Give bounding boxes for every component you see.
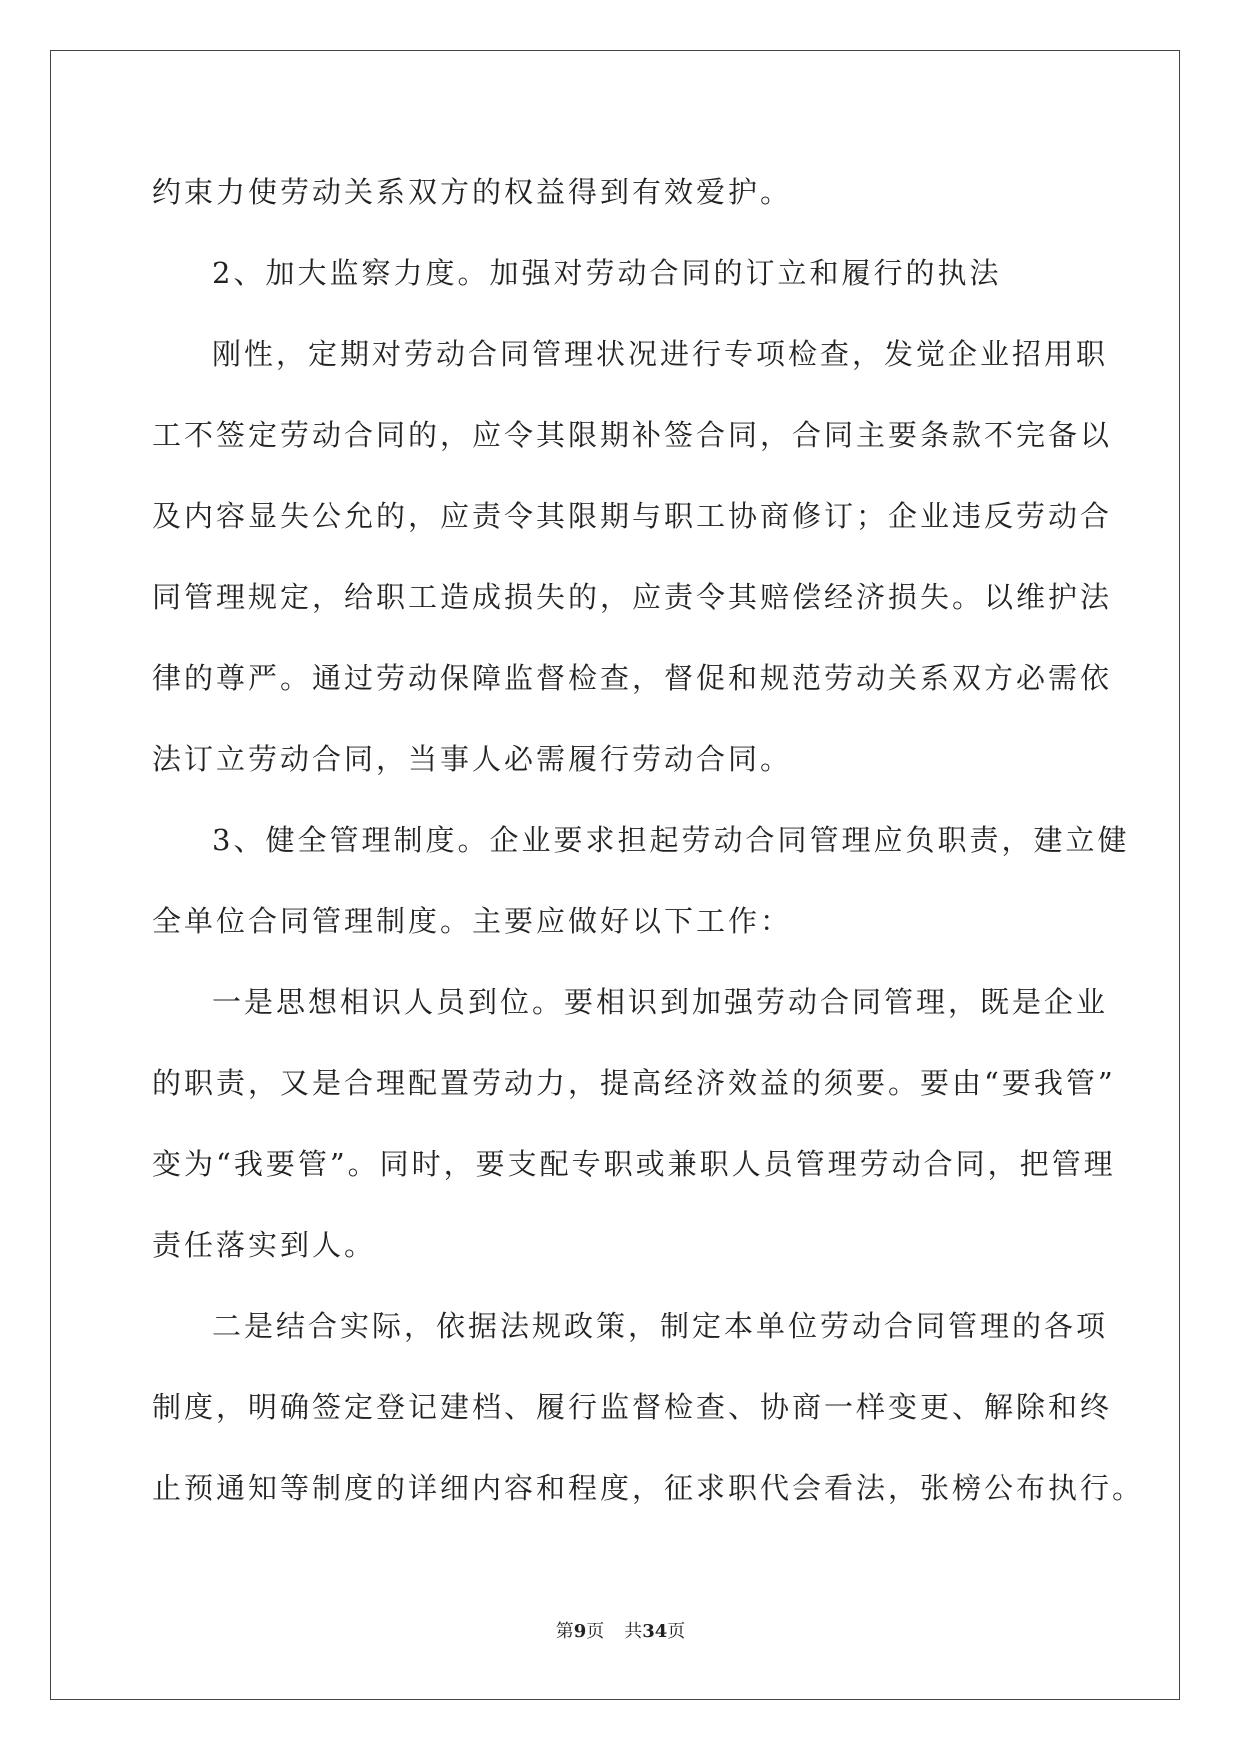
total-suffix: 页: [667, 1621, 686, 1642]
page-number: 9: [573, 1621, 587, 1642]
text-line: 一是思想相识人员到位。要相识到加强劳动合同管理，既是企业: [212, 985, 1109, 1019]
text-line: 制度，明确签定登记建档、履行监督检查、协商一样变更、解除和终: [152, 1390, 1113, 1424]
text-line: 3、健全管理制度。企业要求担起劳动合同管理应负职责，建立健: [212, 823, 1130, 857]
page-footer: [0, 1617, 1241, 1643]
total-prefix: 共: [624, 1621, 643, 1642]
text-line: 2、加大监察力度。加强对劳动合同的订立和履行的执法: [212, 256, 1002, 290]
text-line: 二是结合实际，依据法规政策，制定本单位劳动合同管理的各项: [212, 1309, 1109, 1343]
text-line: 法订立劳动合同，当事人必需履行劳动合同。: [152, 742, 793, 776]
text-line: 止预通知等制度的详细内容和程度，征求职代会看法，张榜公布执行。: [152, 1471, 1145, 1505]
text-line: 变为“我要管”。同时，要支配专职或兼职人员管理劳动合同，把管理: [152, 1147, 1116, 1181]
document-body: [152, 152, 1145, 1529]
text-line: 全单位合同管理制度。主要应做好以下工作：: [152, 904, 793, 938]
text-line: 同管理规定，给职工造成损失的，应责令其赔偿经济损失。以维护法: [152, 580, 1113, 614]
page-prefix: 第: [555, 1621, 574, 1642]
text-line: 工不签定劳动合同的，应令其限期补签合同，合同主要条款不完备以: [152, 418, 1113, 452]
text-line: 约束力使劳动关系双方的权益得到有效爱护。: [152, 175, 793, 209]
text-line: 责任落实到人。: [152, 1228, 377, 1262]
text-line: 律的尊严。通过劳动保障监督检查，督促和规范劳动关系双方必需依: [152, 661, 1113, 695]
text-line: 的职责，又是合理配置劳动力，提高经济效益的须要。要由“要我管”: [152, 1066, 1116, 1100]
text-line: 刚性，定期对劳动合同管理状况进行专项检查，发觉企业招用职: [212, 337, 1109, 371]
page-suffix: 页: [586, 1621, 605, 1642]
text-line: 及内容显失公允的，应责令其限期与职工协商修订；企业违反劳动合: [152, 499, 1113, 533]
total-pages: 34: [642, 1621, 668, 1642]
